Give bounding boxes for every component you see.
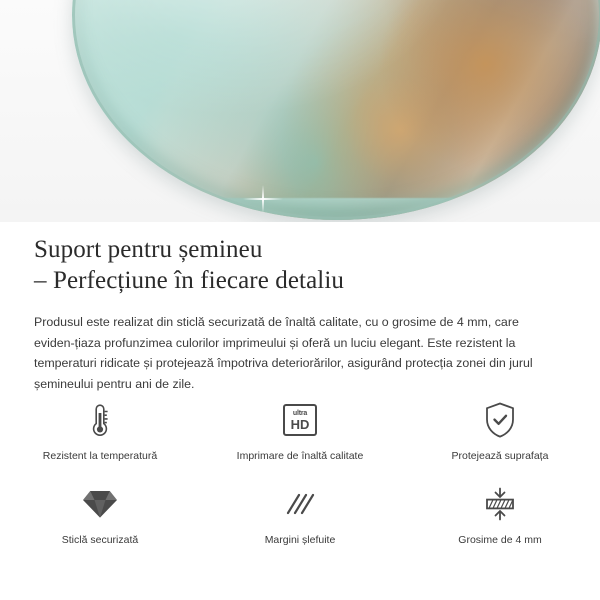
thermometer-icon	[89, 400, 111, 440]
feature-label: Grosime de 4 mm	[458, 534, 542, 546]
feature-label: Rezistent la temperatură	[42, 450, 158, 462]
feature-label: Margini șlefuite	[264, 534, 336, 546]
diamond-icon	[82, 484, 118, 524]
page-title-line-1: Suport pentru șemineu	[34, 236, 263, 263]
ultra-hd-icon	[283, 400, 317, 440]
feature-label: Protejează suprafața	[451, 450, 549, 462]
feature-item-tempered-glass	[0, 484, 200, 546]
feature-item-temperature	[0, 400, 200, 462]
feature-label: Sticlă securizată	[61, 534, 139, 546]
page-title-line-2: – Perfecțiune în fiecare detaliu	[34, 267, 344, 294]
feature-item-polished-edges	[200, 484, 400, 546]
round-glass-product-image	[72, 0, 600, 220]
feature-item-thickness	[400, 484, 600, 546]
page-title	[34, 222, 566, 296]
feature-item-print-quality	[200, 400, 400, 462]
text-content	[0, 222, 600, 394]
ultra-hd-badge-bottom: HD	[290, 416, 310, 432]
feature-item-surface-protection	[400, 400, 600, 462]
hero-image	[0, 0, 600, 222]
ultra-hd-badge-top: ultra	[292, 409, 308, 417]
feature-list	[0, 400, 600, 546]
thickness-icon	[483, 484, 517, 524]
feature-label: Imprimare de înaltă calitate	[236, 450, 364, 462]
polished-edges-icon	[282, 484, 318, 524]
product-description: Produsul este realizat din sticlă securizată de înaltă calitate, cu o grosime de 4 mm, care eviden-țiaza profunzimea culorilor imprimeului și oferă un luciu elegant. Este rezistent la temperaturi ridicate și protejează împotriva deteriorărilor, asigurând protecția zonei din jurul șemineului pentru ani de zile.	[34, 315, 533, 391]
shield-check-icon	[484, 400, 516, 440]
